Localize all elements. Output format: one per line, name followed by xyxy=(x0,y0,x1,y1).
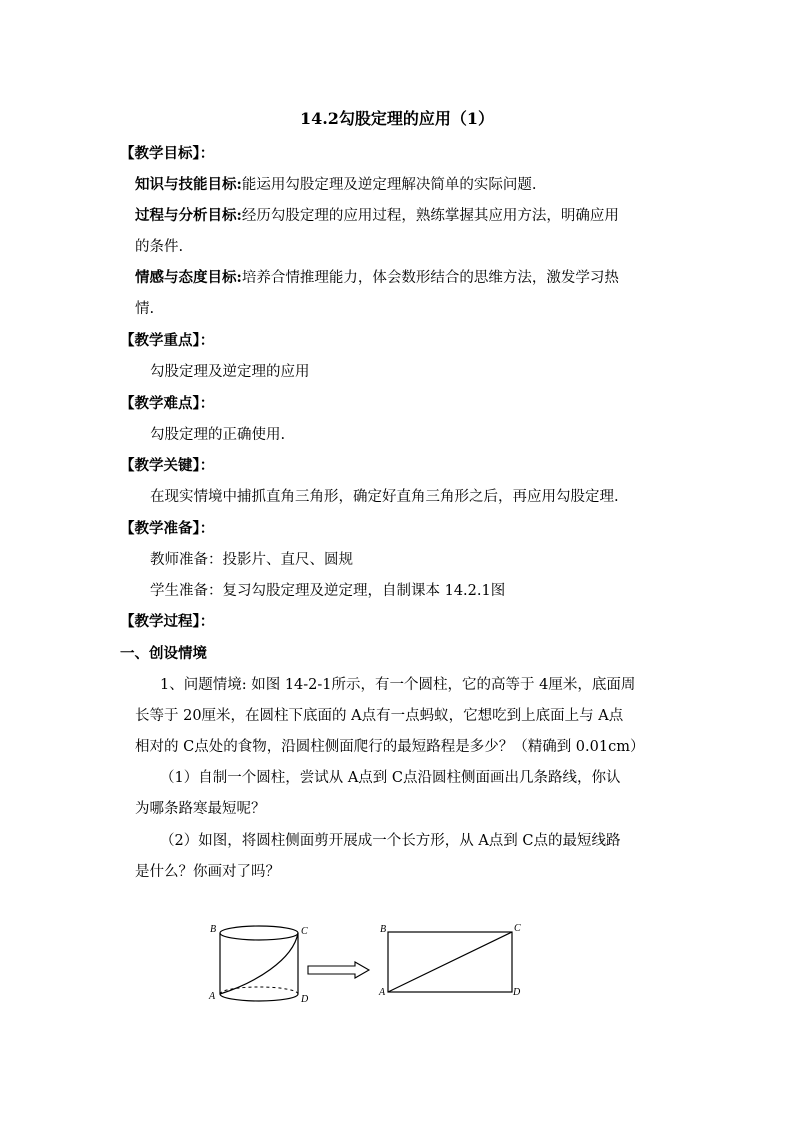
rectangle-label-d: D xyxy=(513,987,521,998)
process-text: 经历勾股定理的应用过程，熟练掌握其应用方法，明确应用 xyxy=(241,208,619,224)
teacher-preparation: 教师准备：投影片、直尺、圆规 xyxy=(150,552,353,568)
cylinder-diagram xyxy=(208,924,309,1005)
rectangle-label-a: A xyxy=(379,987,386,998)
double-arrow-shape xyxy=(308,962,369,978)
cylinder-label-a: A xyxy=(209,991,216,1002)
unfolded-rectangle-diagram xyxy=(378,923,521,998)
preparation-heading: 【教学准备】： xyxy=(120,520,215,537)
section-heading: 一、创设情境 xyxy=(120,645,207,662)
figure-svg xyxy=(205,915,535,1010)
key-steps-text: 在现实情境中捕抓直角三角形，确定好直角三角形之后，再应用勾股定理. xyxy=(150,489,619,505)
emotion-label: 情感与态度目标: xyxy=(135,269,242,286)
question-2-line-1: （2）如图，将圆柱侧面剪开展成一个长方形，从 A点到 C点的最短线路 xyxy=(160,833,621,849)
knowledge-text: 能运用勾股定理及逆定理解决简单的实际问题. xyxy=(241,177,537,193)
knowledge-label: 知识与技能目标: xyxy=(135,176,242,193)
student-preparation: 学生准备：复习勾股定理及逆定理，自制课本 14.2.1图 xyxy=(150,583,506,599)
cylinder-spiral-path xyxy=(220,933,298,994)
objectives-heading: 【教学目标】： xyxy=(120,145,215,162)
key-steps-heading: 【教学关键】： xyxy=(120,457,215,474)
cylinder-label-c: C xyxy=(301,926,308,937)
cylinder-top-ellipse xyxy=(220,926,298,940)
page-title: 14.2勾股定理的应用（1） xyxy=(299,109,495,128)
rectangle-diagonal-ac xyxy=(388,932,512,992)
question-1-line-1: （1）自制一个圆柱，尝试从 A点到 C点沿圆柱侧面画出几条路线，你认 xyxy=(160,770,621,786)
problem-line-1: 1、问题情境: 如图 14-2-1所示，有一个圆柱，它的高等于 4厘米，底面周 xyxy=(160,677,636,693)
cylinder-label-b: B xyxy=(210,924,217,935)
key-points-text: 勾股定理及逆定理的应用 xyxy=(150,364,310,380)
process-text-cont: 的条件. xyxy=(135,239,184,255)
question-1-line-2: 为哪条路寒最短呢？ xyxy=(135,801,266,817)
process-label: 过程与分析目标: xyxy=(135,207,242,224)
knowledge-objective xyxy=(135,175,536,195)
cylinder-bottom-front-arc xyxy=(220,994,298,1001)
emotion-text: 培养合情推理能力，体会数形结合的思维方法，激发学习热 xyxy=(241,270,619,286)
unfold-arrow xyxy=(308,962,369,978)
emotion-objective xyxy=(135,268,619,288)
problem-line-2: 长等于 20厘米，在圆柱下底面的 A点有一点蚂蚁，它想吃到上底面上与 A点 xyxy=(135,708,624,724)
cylinder-unfold-figure xyxy=(205,915,535,1010)
emotion-text-cont: 情. xyxy=(135,301,155,317)
problem-line-3: 相对的 C点处的食物，沿圆柱侧面爬行的最短路程是多少？（精确到 0.01cm） xyxy=(135,739,645,755)
cylinder-label-d: D xyxy=(301,994,309,1005)
key-points-heading: 【教学重点】： xyxy=(120,332,215,349)
difficulties-text: 勾股定理的正确使用. xyxy=(150,427,286,443)
question-2-line-2: 是什么？你画对了吗？ xyxy=(135,864,280,880)
process-objective xyxy=(135,206,619,226)
process-heading: 【教学过程】： xyxy=(120,613,215,630)
rectangle-label-c: C xyxy=(514,923,521,934)
difficulties-heading: 【教学难点】： xyxy=(120,395,215,412)
rectangle-label-b: B xyxy=(380,924,387,935)
